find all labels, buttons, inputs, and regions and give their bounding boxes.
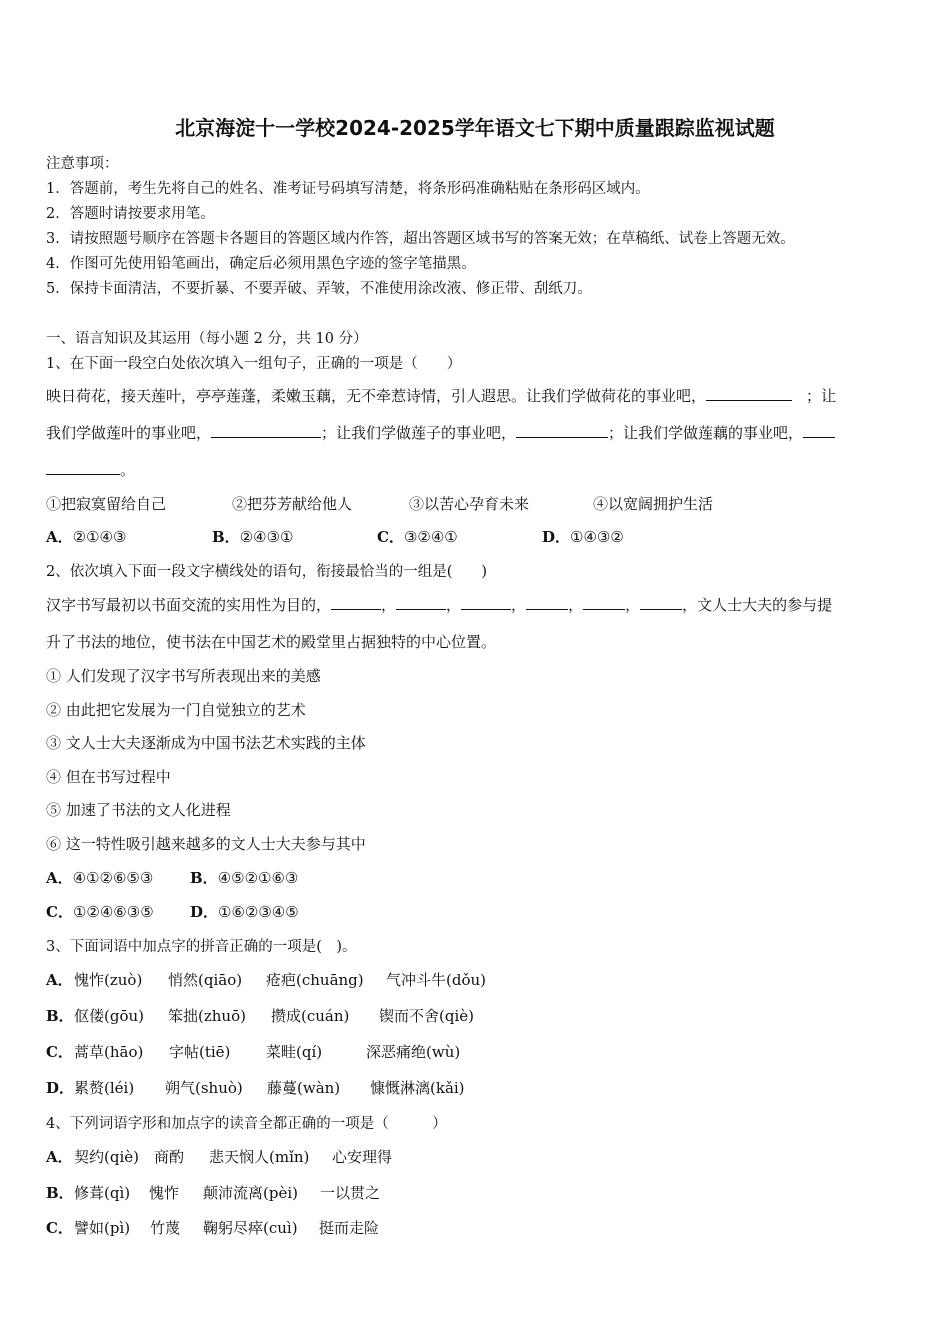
- choice-word: 深恶痛绝(wù): [366, 1043, 461, 1061]
- choice-b[interactable]: [46, 1182, 380, 1203]
- q1-sentence: ②把芬芳献给他人: [232, 495, 353, 513]
- q2-choices: [46, 867, 298, 888]
- q2-passage-text: 汉字书写最初以书面交流的实用性为目的，: [46, 596, 332, 614]
- q3-stem: 3、下面词语中加点字的拼音正确的一项是( )。: [46, 939, 357, 955]
- answer-blank: [331, 595, 381, 610]
- choice-letter: A．: [46, 528, 73, 546]
- choice-word: 一以贯之: [320, 1184, 381, 1202]
- q2-separator: ，: [381, 596, 397, 614]
- notice-heading: 注意事项：: [46, 156, 119, 172]
- q2-stem: 2、依次填入下面一段文字横线处的语句，衔接最恰当的一组是( ): [46, 564, 488, 580]
- choice-word: 朔气(shuò): [165, 1079, 243, 1097]
- notice-item: 2．答题时请按要求用笔。: [46, 206, 215, 222]
- choice-letter: A．: [46, 971, 73, 989]
- q2-passage-text: 升了书法的地位，使书法在中国艺术的殿堂里占据独特的中心位置。: [46, 633, 497, 651]
- answer-blank: [516, 423, 608, 438]
- choice-letter: A．: [46, 1148, 73, 1166]
- answer-blank: [706, 386, 792, 401]
- choice-letter: C．: [46, 1043, 73, 1061]
- choice-word: 气冲斗牛(dǒu): [386, 971, 486, 989]
- choice-text: ②④③①: [239, 528, 294, 546]
- answer-blank: [803, 423, 835, 438]
- choice-word: 慷慨淋漓(kǎi): [370, 1079, 465, 1097]
- answer-blank: [526, 595, 568, 610]
- notice-item: 4．作图可先使用铅笔画出，确定后必须用黑色字迹的签字笔描黑。: [46, 256, 476, 272]
- answer-blank: [583, 595, 625, 610]
- choice-word: 累赘(léi): [74, 1079, 135, 1097]
- q2-choices: [46, 901, 299, 922]
- choice-c[interactable]: [46, 1041, 460, 1062]
- choice-c[interactable]: [377, 526, 542, 547]
- choice-word: 伛偻(gōu): [74, 1007, 144, 1025]
- choice-a[interactable]: [46, 867, 190, 888]
- q1-passage-text: 。: [120, 461, 136, 479]
- q1-passage-line: [46, 385, 836, 406]
- choice-word: 悲天悯人(mǐn): [209, 1148, 310, 1166]
- choice-word: 竹蔑: [150, 1219, 181, 1237]
- choice-letter: B．: [212, 528, 240, 546]
- q2-separator: ，: [625, 596, 641, 614]
- q1-sentence: ④以宽阔拥护生活: [593, 495, 714, 513]
- choice-word: 心安理得: [332, 1148, 393, 1166]
- q1-sentence: ③以苦心孕育未来: [409, 495, 530, 513]
- choice-text: ①④③②: [570, 528, 624, 546]
- choice-text: ③②④①: [403, 528, 458, 546]
- choice-text: ①⑥②③④⑤: [218, 903, 299, 921]
- choice-d[interactable]: [542, 526, 624, 547]
- q2-passage-line: [46, 594, 832, 615]
- choice-word: 菜畦(qí): [266, 1043, 323, 1061]
- choice-letter: A．: [46, 869, 73, 887]
- notice-item: 1．答题前，考生先将自己的姓名、准考证号码填写清楚，将条形码准确粘贴在条形码区域内。: [46, 181, 650, 197]
- choice-letter: B．: [46, 1007, 74, 1025]
- choice-b[interactable]: [212, 526, 377, 547]
- choice-d[interactable]: [46, 1077, 465, 1098]
- choice-word: 字帖(tiē): [169, 1043, 231, 1061]
- choice-word: 悄然(qiāo): [168, 971, 243, 989]
- choice-word: 譬如(pì): [74, 1219, 131, 1237]
- choice-letter: C．: [46, 903, 73, 921]
- answer-blank: [211, 423, 321, 438]
- answer-blank: [640, 595, 682, 610]
- q1-stem: 1、在下面一段空白处依次填入一组句子，正确的一项是（ ）: [46, 356, 462, 372]
- q1-sentences: [46, 493, 713, 514]
- q1-passage-line: [46, 459, 135, 480]
- choice-b[interactable]: [46, 1005, 474, 1026]
- choice-word: 商酌: [154, 1148, 185, 1166]
- choice-word: 契约(qiè): [74, 1148, 139, 1166]
- choice-word: 蒿草(hāo): [74, 1043, 144, 1061]
- choice-text: ④①②⑥⑤③: [72, 869, 154, 887]
- choice-word: 疮疤(chuāng): [266, 971, 364, 989]
- answer-blank: [46, 460, 120, 475]
- q2-item: ④ 但在书写过程中: [46, 768, 171, 786]
- q1-passage-text: 我们学做莲叶的事业吧，: [46, 424, 212, 442]
- q1-sentence: ①把寂寞留给自己: [46, 495, 167, 513]
- choice-a[interactable]: [46, 969, 486, 990]
- choice-letter: C．: [46, 1219, 73, 1237]
- q2-passage-text: ，文人士大夫的参与提: [682, 596, 833, 614]
- choice-word: 笨拙(zhuō): [168, 1007, 246, 1025]
- choice-letter: D．: [46, 1079, 75, 1097]
- notice-item: 5．保持卡面清洁，不要折暴、不要弄破、弄皱，不准使用涂改液、修正带、刮纸刀。: [46, 281, 592, 297]
- choice-text: ④⑤②①⑥③: [217, 869, 299, 887]
- choice-letter: C．: [377, 528, 404, 546]
- q1-passage-text: 映日荷花，接天莲叶，亭亭莲蓬，柔嫩玉藕，无不牵惹诗情，引人遐思。让我们学做荷花的事业吧，: [46, 387, 707, 405]
- choice-c[interactable]: [46, 901, 190, 922]
- q1-passage-text: ；让: [806, 387, 837, 405]
- q2-separator: ，: [446, 596, 462, 614]
- choice-letter: D．: [542, 528, 571, 546]
- choice-letter: B．: [190, 869, 218, 887]
- q1-passage-text: ；让我们学做莲藕的事业吧，: [608, 424, 804, 442]
- choice-letter: D．: [190, 903, 219, 921]
- choice-word: 颠沛流离(pèi): [203, 1184, 298, 1202]
- choice-word: 藤蔓(wàn): [267, 1079, 341, 1097]
- notice-item: 3．请按照题号顺序在答题卡各题目的答题区域内作答，超出答题区域书写的答案无效；在草稿纸、试卷上答题无效。: [46, 231, 795, 247]
- choice-word: 挺而走险: [319, 1219, 380, 1237]
- choice-a[interactable]: [46, 526, 212, 547]
- choice-word: 愧怍: [149, 1184, 180, 1202]
- choice-letter: B．: [46, 1184, 74, 1202]
- choice-word: 攒成(cuán): [271, 1007, 350, 1025]
- q2-item: ③ 文人士大夫逐渐成为中国书法艺术实践的主体: [46, 734, 366, 752]
- q2-item: ① 人们发现了汉字书写所表现出来的美感: [46, 667, 321, 685]
- choice-text: ①②④⑥③⑤: [72, 903, 154, 921]
- page-title: 北京海淀十一学校2024-2025学年语文七下期中质量跟踪监视试题: [175, 116, 775, 140]
- q4-stem: 4、下列词语字形和加点字的读音全都正确的一项是（ ）: [46, 1116, 447, 1132]
- q1-passage-line: [46, 422, 835, 443]
- q1-passage-text: ；让我们学做莲子的事业吧，: [321, 424, 517, 442]
- answer-blank: [396, 595, 446, 610]
- choice-b[interactable]: [190, 867, 298, 888]
- q2-item: ⑤ 加速了书法的文人化进程: [46, 801, 231, 819]
- q2-item: ② 由此把它发展为一门自觉独立的艺术: [46, 701, 306, 719]
- q2-separator: ，: [511, 596, 527, 614]
- choice-text: ②①④③: [72, 528, 127, 546]
- q1-choices: [46, 526, 624, 547]
- q2-item: ⑥ 这一特性吸引越来越多的文人士大夫参与其中: [46, 835, 366, 853]
- q2-separator: ，: [568, 596, 584, 614]
- choice-a[interactable]: [46, 1146, 392, 1167]
- choice-word: 鞠躬尽瘁(cuì): [203, 1219, 298, 1237]
- choice-d[interactable]: [190, 901, 299, 922]
- section-heading: 一、语言知识及其运用（每小题 2 分，共 10 分）: [46, 331, 368, 347]
- choice-word: 锲而不舍(qiè): [379, 1007, 474, 1025]
- choice-word: 修葺(qì): [74, 1184, 131, 1202]
- answer-blank: [461, 595, 511, 610]
- choice-c[interactable]: [46, 1217, 379, 1238]
- choice-word: 愧怍(zuò): [74, 971, 143, 989]
